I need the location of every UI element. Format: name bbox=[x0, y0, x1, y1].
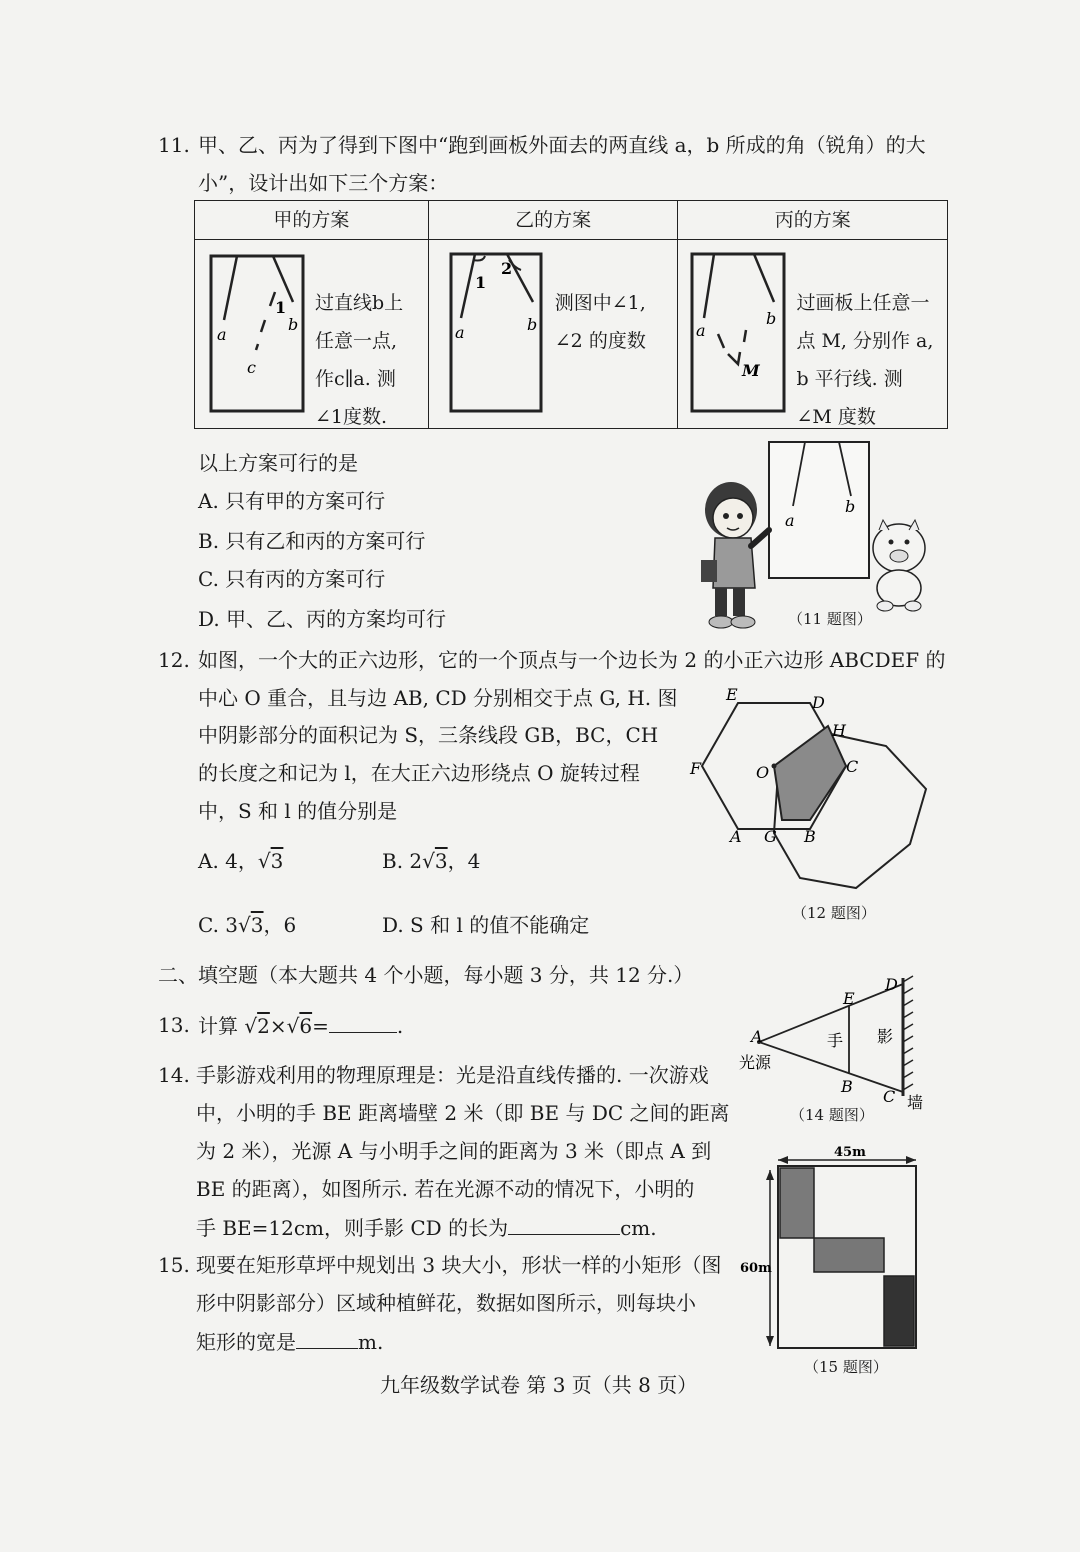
q15-figure bbox=[736, 1142, 936, 1352]
jia-text-1: 过直线b上 bbox=[315, 292, 404, 314]
sqrt-symbol: √ bbox=[257, 849, 271, 873]
q12-option-a bbox=[198, 848, 283, 874]
sqrt-symbol: √ bbox=[286, 1014, 300, 1038]
q12-option-d: D. S 和 l 的值不能确定 bbox=[382, 913, 590, 937]
q14-label-B: B bbox=[841, 1077, 853, 1096]
jia-text-4: ∠1度数. bbox=[315, 406, 388, 428]
q12-line4: 的长度之和记为 l，在大正六边形绕点 O 旋转过程 bbox=[198, 761, 640, 785]
q12-number: 12. bbox=[158, 648, 190, 672]
q14-label-wall: 墙 bbox=[907, 1093, 924, 1112]
q11-option-d: D. 甲、乙、丙的方案均可行 bbox=[198, 607, 447, 631]
header-bing: 丙的方案 bbox=[678, 201, 948, 240]
bing-label-m: M bbox=[742, 361, 761, 380]
yi-label-1: 1 bbox=[474, 273, 486, 292]
sqrt-symbol: √ bbox=[422, 849, 435, 873]
yi-text-1: 测图中∠1, bbox=[554, 292, 646, 314]
q14-label-A: A bbox=[751, 1027, 763, 1046]
q14-label-shadow: 影 bbox=[877, 1027, 894, 1046]
cell-jia bbox=[195, 240, 429, 429]
q13-times: × bbox=[269, 1014, 287, 1038]
q11-caption: （11 题图） bbox=[788, 610, 872, 628]
q14-last-suffix: cm. bbox=[620, 1216, 657, 1240]
q15-number: 15. bbox=[158, 1253, 190, 1277]
q12-option-b-suffix: ，4 bbox=[447, 849, 481, 873]
label-D: D bbox=[812, 693, 825, 712]
q14-label-hand: 手 bbox=[827, 1031, 844, 1050]
label-E: E bbox=[726, 685, 738, 704]
q12-option-c-prefix: C. 3 bbox=[198, 913, 239, 937]
q11-option-c: C. 只有丙的方案可行 bbox=[198, 567, 386, 591]
q11-option-b: B. 只有乙和丙的方案可行 bbox=[198, 529, 426, 553]
jia-text-2: 任意一点, bbox=[315, 330, 398, 352]
q12-figure bbox=[688, 685, 948, 898]
q12-caption: （12 题图） bbox=[792, 904, 876, 922]
sqrt-symbol: √ bbox=[238, 913, 251, 937]
bing-text-3: b 平行线. 测 bbox=[796, 368, 903, 390]
q12-option-c bbox=[198, 912, 296, 938]
label-A: A bbox=[730, 827, 742, 846]
label-O: O bbox=[756, 763, 770, 782]
q11-question: 以上方案可行的是 bbox=[198, 451, 358, 475]
q12-line3: 中阴影部分的面积记为 S，三条线段 GB，BC，CH bbox=[198, 723, 659, 747]
board-label-a: a bbox=[785, 511, 795, 530]
q15-line2: 形中阴影部分）区域种植鲜花，数据如图所示，则每块小 bbox=[196, 1291, 696, 1315]
plans-table bbox=[194, 200, 948, 429]
q14-label-D: D bbox=[885, 975, 898, 994]
bing-label-a: a bbox=[696, 321, 706, 340]
q14-number: 14. bbox=[158, 1063, 190, 1087]
q15-caption: （15 题图） bbox=[804, 1358, 888, 1376]
q12-line2: 中心 O 重合，且与边 AB, CD 分别相交于点 G, H. 图 bbox=[198, 686, 678, 710]
q14-line5 bbox=[196, 1214, 657, 1241]
q13-prefix: 计算 bbox=[198, 1014, 245, 1038]
boy-illustration bbox=[701, 482, 769, 628]
page-footer: 九年级数学试卷 第 3 页（共 8 页） bbox=[380, 1373, 698, 1397]
bing-label-b: b bbox=[766, 309, 777, 328]
cell-yi bbox=[428, 240, 678, 429]
cell-bing bbox=[678, 240, 948, 429]
q14-label-C: C bbox=[883, 1087, 896, 1106]
q13-text bbox=[198, 1012, 403, 1039]
q14-line2: 中，小明的手 BE 距离墙壁 2 米（即 BE 与 DC 之间的距离 bbox=[196, 1101, 730, 1125]
label-F: F bbox=[690, 759, 702, 778]
jia-text-3: 作c∥a. 测 bbox=[315, 368, 396, 390]
q12-option-a-prefix: A. 4， bbox=[198, 849, 258, 873]
q12-line1: 如图，一个大的正六边形，它的一个顶点与一个边长为 2 的小正六边形 ABCDEF 的 bbox=[198, 648, 946, 672]
board-label-b: b bbox=[845, 497, 856, 516]
header-yi: 乙的方案 bbox=[428, 201, 678, 240]
q12-option-b-prefix: B. 2 bbox=[382, 849, 423, 873]
jia-label-1: 1 bbox=[275, 298, 287, 317]
q13-radicand-1: 2 bbox=[257, 1014, 270, 1038]
yi-label-b: b bbox=[526, 315, 538, 334]
q12-option-c-radicand: 3 bbox=[250, 913, 264, 937]
section-2-heading: 二、填空题（本大题共 4 个小题，每小题 3 分，共 12 分.） bbox=[158, 963, 694, 987]
q14-line3: 为 2 米），光源 A 与小明手之间的距离为 3 米（即点 A 到 bbox=[196, 1139, 712, 1163]
q14-answer-blank[interactable] bbox=[508, 1214, 620, 1235]
label-C: C bbox=[846, 757, 859, 776]
q15-last-suffix: m. bbox=[358, 1330, 384, 1354]
q15-line3 bbox=[196, 1328, 383, 1355]
q15-line1: 现要在矩形草坪中规划出 3 块大小，形状一样的小矩形（图 bbox=[196, 1253, 722, 1277]
q12-option-b-radicand: 3 bbox=[434, 849, 448, 873]
q14-line4: BE 的距离），如图所示. 若在光源不动的情况下，小明的 bbox=[196, 1177, 695, 1201]
q15-width-label: 45m bbox=[834, 1145, 866, 1160]
q11-option-a: A. 只有甲的方案可行 bbox=[198, 489, 386, 513]
q15-last-prefix: 矩形的宽是 bbox=[196, 1330, 296, 1354]
q13-number: 13. bbox=[158, 1013, 190, 1037]
q14-label-light: 光源 bbox=[739, 1053, 772, 1072]
q13-equals: = bbox=[312, 1014, 329, 1038]
q14-caption: （14 题图） bbox=[790, 1106, 874, 1124]
jia-label-c: c bbox=[247, 358, 256, 377]
q12-line5: 中，S 和 l 的值分别是 bbox=[198, 799, 398, 823]
bing-text-2: 点 M, 分别作 a, bbox=[796, 330, 934, 352]
jia-label-a: a bbox=[217, 325, 227, 344]
q12-option-a-radicand: 3 bbox=[270, 849, 284, 873]
yi-label-a: a bbox=[454, 323, 465, 342]
q12-option-c-suffix: ，6 bbox=[263, 913, 297, 937]
bing-text-1: 过画板上任意一 bbox=[796, 292, 930, 314]
q11-line2: 小”，设计出如下三个方案： bbox=[198, 171, 449, 195]
pig-illustration bbox=[873, 520, 925, 611]
q11-line1: 甲、乙、丙为了得到下图中“跑到画板外面去的两直线 a，b 所成的角（锐角）的大 bbox=[198, 133, 926, 157]
header-jia: 甲的方案 bbox=[195, 201, 429, 240]
bing-text-4: ∠M 度数 bbox=[796, 406, 876, 428]
q13-end: . bbox=[396, 1014, 404, 1038]
q15-height-label: 60m bbox=[740, 1261, 772, 1276]
label-G: G bbox=[764, 827, 777, 846]
yi-text-2: ∠2 的度数 bbox=[554, 330, 646, 352]
q14-line1: 手影游戏利用的物理原理是：光是沿直线传播的. 一次游戏 bbox=[196, 1063, 709, 1087]
label-H: H bbox=[832, 721, 846, 740]
jia-label-b: b bbox=[288, 315, 299, 334]
q14-label-E: E bbox=[843, 989, 855, 1008]
q15-answer-blank[interactable] bbox=[296, 1328, 358, 1349]
sqrt-symbol: √ bbox=[244, 1014, 258, 1038]
q13-answer-blank[interactable] bbox=[329, 1012, 397, 1033]
q11-number: 11. bbox=[158, 133, 190, 157]
q13-radicand-2: 6 bbox=[299, 1014, 313, 1038]
yi-label-2: 2 bbox=[500, 259, 512, 278]
q12-option-b bbox=[382, 848, 480, 874]
label-B: B bbox=[804, 827, 816, 846]
q14-figure bbox=[735, 972, 935, 1112]
q14-last-prefix: 手 BE=12cm，则手影 CD 的长为 bbox=[196, 1216, 509, 1240]
